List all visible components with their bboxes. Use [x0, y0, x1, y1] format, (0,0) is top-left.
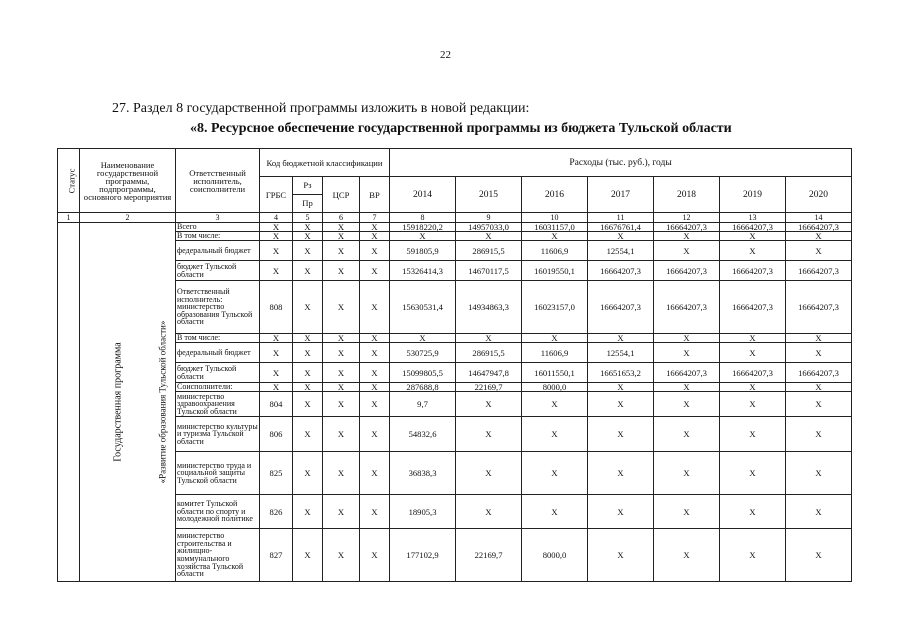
column-number: 4 [260, 213, 293, 223]
column-number: 3 [176, 213, 260, 223]
row-label: Всего [176, 223, 260, 232]
expense-cell: 16031157,0 [522, 223, 588, 232]
expense-cell: 16664207,3 [654, 261, 720, 281]
program-name: «Развитие образования Тульской области» [157, 320, 168, 484]
expense-cell: 8000,0 [522, 383, 588, 392]
expense-cell: 22169,7 [456, 383, 522, 392]
table-row [58, 363, 852, 383]
column-number: 9 [456, 213, 522, 223]
expense-cell: 16664207,3 [720, 281, 786, 334]
row-label: бюджет Тульской области [176, 363, 260, 383]
rz-pr-cell: X [293, 281, 323, 334]
expense-cell: X [786, 232, 852, 241]
page-number: 22 [440, 49, 451, 61]
section-heading: «8. Ресурсное обеспечение государственной программы из бюджета Тульской области [190, 121, 732, 136]
year-header: 2016 [522, 177, 588, 213]
expense-cell: 11606,9 [522, 343, 588, 363]
expense-cell: X [522, 417, 588, 452]
table-row [58, 452, 852, 495]
expense-cell: X [654, 232, 720, 241]
expense-cell: X [720, 495, 786, 529]
csr-cell: X [323, 261, 360, 281]
expense-cell: 16011550,1 [522, 363, 588, 383]
expense-cell: X [456, 417, 522, 452]
csr-header: ЦСР [323, 177, 360, 213]
expense-cell: X [786, 383, 852, 392]
table-row [58, 417, 852, 452]
status-header-label: Статус [66, 168, 77, 193]
year-header: 2014 [390, 177, 456, 213]
expense-cell: 14670117,5 [456, 261, 522, 281]
expense-cell: X [786, 241, 852, 261]
expense-cell: X [456, 334, 522, 343]
row-label: министерство здравоохранения Тульской области [176, 392, 260, 417]
grbs-cell: X [260, 363, 293, 383]
table-row [58, 334, 852, 343]
expense-cell: X [522, 495, 588, 529]
rz-pr-cell: X [293, 392, 323, 417]
expense-cell: 12554,1 [588, 241, 654, 261]
expense-cell: 530725,9 [390, 343, 456, 363]
vr-cell: X [360, 261, 390, 281]
expense-cell: X [588, 452, 654, 495]
expense-cell: X [588, 232, 654, 241]
vr-cell: X [360, 452, 390, 495]
table-row [58, 392, 852, 417]
expense-cell: X [720, 343, 786, 363]
rz-pr-cell: X [293, 334, 323, 343]
grbs-cell: X [260, 383, 293, 392]
table-row [58, 261, 852, 281]
column-number: 12 [654, 213, 720, 223]
csr-cell: X [323, 334, 360, 343]
expense-cell: 16664207,3 [654, 223, 720, 232]
row-label: федеральный бюджет [176, 241, 260, 261]
expense-cell: 591805,9 [390, 241, 456, 261]
vr-cell: X [360, 334, 390, 343]
expense-cell: 16664207,3 [786, 261, 852, 281]
rz-header: Рз [293, 177, 322, 195]
expense-cell: X [786, 343, 852, 363]
csr-cell: X [323, 495, 360, 529]
row-label: министерство строительства и жилищно-коммунального хозяйства Тульской области [176, 529, 260, 582]
expense-cell: X [654, 417, 720, 452]
row-label: В том числе: [176, 232, 260, 241]
expense-cell: 287688,8 [390, 383, 456, 392]
expense-cell: 16664207,3 [588, 281, 654, 334]
vr-cell: X [360, 495, 390, 529]
vr-header: ВР [360, 177, 390, 213]
expense-cell: X [522, 452, 588, 495]
vr-cell: X [360, 241, 390, 261]
status-value: Государственная программа [112, 342, 124, 462]
column-number: 5 [293, 213, 323, 223]
expense-cell: X [588, 529, 654, 582]
expense-cell: X [654, 495, 720, 529]
expenses-header: Расходы (тыс. руб.), годы [390, 149, 852, 177]
row-label: министерство культуры и туризма Тульской области [176, 417, 260, 452]
rz-pr-header [293, 177, 323, 213]
status-cell [58, 223, 124, 582]
expense-cell: 36838,3 [390, 452, 456, 495]
expense-cell: X [588, 383, 654, 392]
expense-cell: 16664207,3 [654, 363, 720, 383]
table-row [58, 495, 852, 529]
expense-cell: 54832,6 [390, 417, 456, 452]
expense-cell: X [588, 495, 654, 529]
table-row [58, 281, 852, 334]
expense-cell: X [390, 232, 456, 241]
expense-cell: 15918220,2 [390, 223, 456, 232]
csr-cell: X [323, 223, 360, 232]
column-number: 13 [720, 213, 786, 223]
year-header: 2020 [786, 177, 852, 213]
expense-cell: X [588, 417, 654, 452]
vr-cell: X [360, 529, 390, 582]
row-label: федеральный бюджет [176, 343, 260, 363]
expense-cell: 15099805,5 [390, 363, 456, 383]
expense-cell: X [786, 334, 852, 343]
expense-cell: 14957033,0 [456, 223, 522, 232]
grbs-cell: 804 [260, 392, 293, 417]
rz-pr-cell: X [293, 529, 323, 582]
grbs-cell: X [260, 241, 293, 261]
expense-cell: X [522, 334, 588, 343]
table-row [58, 241, 852, 261]
grbs-cell: X [260, 261, 293, 281]
rz-pr-cell: X [293, 261, 323, 281]
expense-cell: 16664207,3 [720, 261, 786, 281]
grbs-cell: 825 [260, 452, 293, 495]
rz-pr-cell: X [293, 363, 323, 383]
expense-cell: X [786, 495, 852, 529]
expense-cell: 15630531,4 [390, 281, 456, 334]
csr-cell: X [323, 363, 360, 383]
year-header: 2019 [720, 177, 786, 213]
pr-header: Пр [302, 198, 313, 208]
expense-cell: X [786, 392, 852, 417]
intro-paragraph: 27. Раздел 8 государственной программы изложить в новой редакции: [112, 101, 530, 116]
expense-cell: 16664207,3 [588, 261, 654, 281]
column-number: 7 [360, 213, 390, 223]
grbs-cell: 826 [260, 495, 293, 529]
expense-cell: X [654, 383, 720, 392]
expense-cell: 18905,3 [390, 495, 456, 529]
year-header: 2015 [456, 177, 522, 213]
column-number: 6 [323, 213, 360, 223]
expense-cell: X [786, 417, 852, 452]
expense-cell: 16664207,3 [720, 363, 786, 383]
expense-cell: X [522, 392, 588, 417]
column-number: 14 [786, 213, 852, 223]
vr-cell: X [360, 417, 390, 452]
expense-cell: 9,7 [390, 392, 456, 417]
expense-cell: X [720, 232, 786, 241]
expense-cell: X [786, 452, 852, 495]
column-number: 10 [522, 213, 588, 223]
grbs-cell: X [260, 232, 293, 241]
expense-cell: X [456, 232, 522, 241]
expense-cell: 11606,9 [522, 241, 588, 261]
expense-cell: 286915,5 [456, 241, 522, 261]
csr-cell: X [323, 417, 360, 452]
expense-cell: 177102,9 [390, 529, 456, 582]
vr-cell: X [360, 383, 390, 392]
expense-cell: X [456, 495, 522, 529]
vr-cell: X [360, 343, 390, 363]
expense-cell: 16651653,2 [588, 363, 654, 383]
name-header: Наименование государственной программы, подпрограммы, основного мероприятия [80, 149, 176, 213]
expense-cell: X [720, 417, 786, 452]
rz-pr-cell: X [293, 232, 323, 241]
expense-cell: 286915,5 [456, 343, 522, 363]
expense-cell: 15326414,3 [390, 261, 456, 281]
vr-cell: X [360, 392, 390, 417]
rz-pr-cell: X [293, 383, 323, 392]
rz-pr-cell: X [293, 417, 323, 452]
row-label: министерство труда и социальной защиты Тульской области [176, 452, 260, 495]
expense-cell: 12554,1 [588, 343, 654, 363]
expense-cell: X [720, 383, 786, 392]
expense-cell: X [654, 529, 720, 582]
expense-cell: 8000,0 [522, 529, 588, 582]
rz-pr-cell: X [293, 343, 323, 363]
expense-cell: 16664207,3 [786, 363, 852, 383]
grbs-cell: X [260, 334, 293, 343]
expense-cell: X [720, 529, 786, 582]
expense-cell: X [456, 452, 522, 495]
expense-cell: X [720, 452, 786, 495]
row-label: Соисполнители: [176, 383, 260, 392]
row-label: комитет Тульской области по спорту и молодежной политике [176, 495, 260, 529]
table-row [58, 232, 852, 241]
csr-cell: X [323, 383, 360, 392]
grbs-cell: X [260, 223, 293, 232]
expense-cell: 16664207,3 [720, 223, 786, 232]
grbs-cell: X [260, 343, 293, 363]
expense-cell: X [456, 392, 522, 417]
rz-pr-cell: X [293, 495, 323, 529]
vr-cell: X [360, 223, 390, 232]
year-header: 2017 [588, 177, 654, 213]
vr-cell: X [360, 363, 390, 383]
grbs-cell: 827 [260, 529, 293, 582]
rz-pr-cell: X [293, 223, 323, 232]
csr-cell: X [323, 241, 360, 261]
expense-cell: 16023157,0 [522, 281, 588, 334]
expense-cell: X [720, 392, 786, 417]
year-header: 2018 [654, 177, 720, 213]
expense-cell: X [654, 241, 720, 261]
rz-pr-cell: X [293, 241, 323, 261]
expense-cell: X [786, 529, 852, 582]
column-number: 1 [58, 213, 80, 223]
csr-cell: X [323, 529, 360, 582]
table-row [58, 529, 852, 582]
grbs-cell: 808 [260, 281, 293, 334]
column-number: 2 [80, 213, 176, 223]
expense-cell: X [654, 452, 720, 495]
table-row [58, 223, 852, 232]
row-label: В том числе: [176, 334, 260, 343]
vr-cell: X [360, 232, 390, 241]
column-number-row [58, 213, 852, 223]
row-label: бюджет Тульской области [176, 261, 260, 281]
column-number: 8 [390, 213, 456, 223]
expense-cell: 16664207,3 [786, 223, 852, 232]
row-label: Ответственный исполнитель: министерство образования Тульской области [176, 281, 260, 334]
csr-cell: X [323, 232, 360, 241]
grbs-header: ГРБС [260, 177, 293, 213]
csr-cell: X [323, 392, 360, 417]
expense-cell: X [390, 334, 456, 343]
program-name-cell [80, 223, 176, 582]
expense-cell: 16664207,3 [654, 281, 720, 334]
expense-cell: X [588, 334, 654, 343]
expense-cell: 14647947,8 [456, 363, 522, 383]
expense-cell: X [720, 334, 786, 343]
expense-cell: 16676761,4 [588, 223, 654, 232]
column-number: 11 [588, 213, 654, 223]
expense-cell: X [654, 343, 720, 363]
expense-cell: X [522, 232, 588, 241]
expense-cell: 16019550,1 [522, 261, 588, 281]
expense-cell: X [654, 392, 720, 417]
responsible-header: Ответственный исполнитель, соисполнители [176, 149, 260, 213]
status-header [58, 149, 80, 213]
expense-cell: X [654, 334, 720, 343]
expense-cell: X [720, 241, 786, 261]
csr-cell: X [323, 281, 360, 334]
expense-cell: 14934863,3 [456, 281, 522, 334]
rz-pr-cell: X [293, 452, 323, 495]
table-row [58, 343, 852, 363]
expense-cell: 22169,7 [456, 529, 522, 582]
budget-code-header: Код бюджетной классификации [260, 149, 390, 177]
grbs-cell: 806 [260, 417, 293, 452]
expense-cell: 16664207,3 [786, 281, 852, 334]
table-row [58, 383, 852, 392]
csr-cell: X [323, 343, 360, 363]
budget-table [57, 148, 852, 582]
expense-cell: X [588, 392, 654, 417]
csr-cell: X [323, 452, 360, 495]
vr-cell: X [360, 281, 390, 334]
